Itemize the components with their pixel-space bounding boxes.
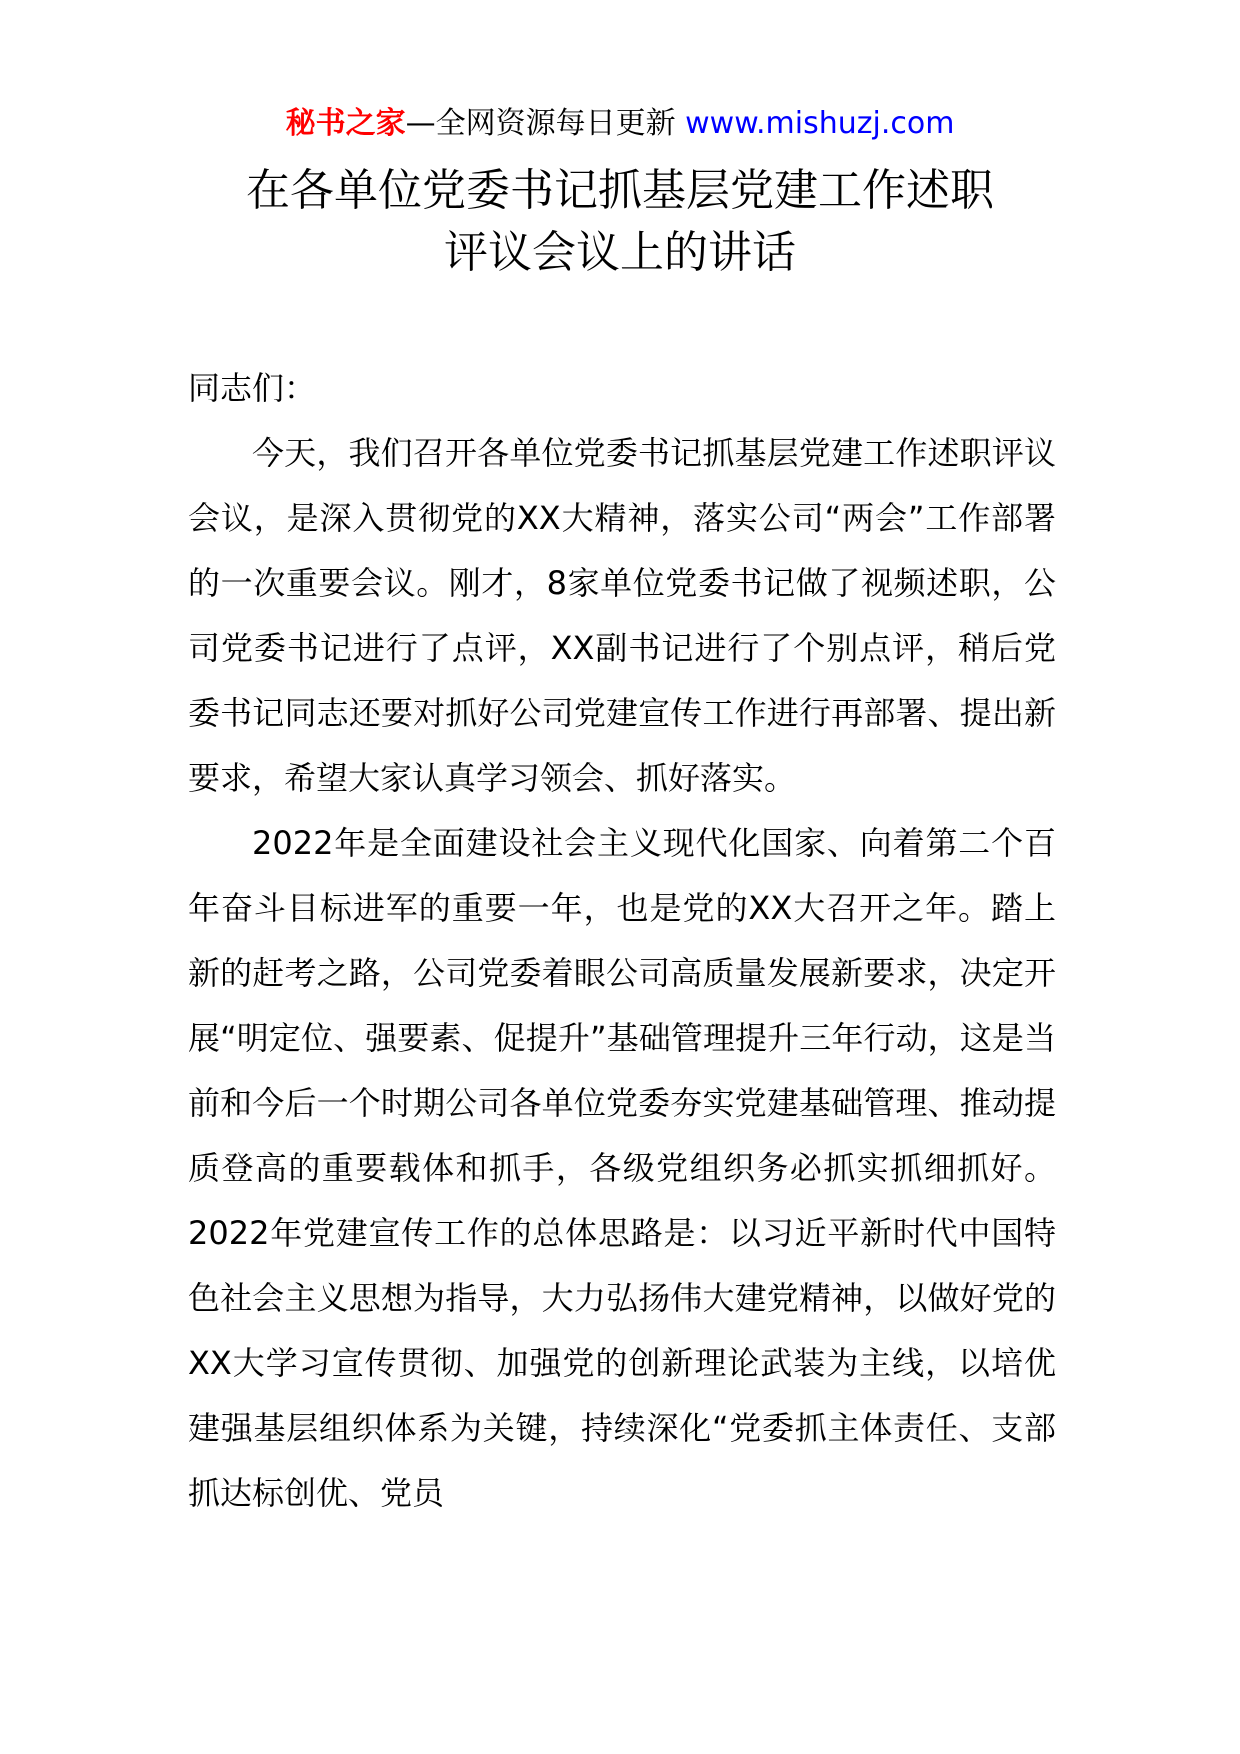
site-tagline: —全网资源每日更新 — [405, 106, 676, 141]
site-header — [0, 104, 1240, 144]
document-title — [0, 160, 1240, 284]
site-url-link[interactable]: www.mishuzj.com — [685, 106, 955, 141]
document-body — [188, 356, 1056, 1526]
paragraph-1: 今天，我们召开各单位党委书记抓基层党建工作述职评议会议，是深入贯彻党的XX大精神，落实公司“两会”工作部署的一次重要会议。刚才，8家单位党委书记做了视频述职，公司党委书记进行了点评，XX副书记进行了个别点评，稍后党委书记同志还要对抓好公司党建宣传工作进行再部署、提出新要求，希望大家认真学习领会、抓好落实。 — [188, 434, 1056, 797]
site-brand: 秘书之家 — [285, 106, 406, 141]
paragraph-2: 2022年是全面建设社会主义现代化国家、向着第二个百年奋斗目标进军的重要一年，也是党的XX大召开之年。踏上新的赶考之路，公司党委着眼公司高质量发展新要求，决定开展“明定位、强要素、促提升”基础管理提升三年行动，这是当前和今后一个时期公司各单位党委夯实党建基础管理、推动提质登高的重要载体和抓手，各级党组织务必抓实抓细抓好。2022年党建宣传工作的总体思路是：以习近平新时代中国特色社会主义思想为指导，大力弘扬伟大建党精神，以做好党的XX大学习宣传贯彻、加强党的创新理论武装为主线，以培优建强基层组织体系为关键，持续深化“党委抓主体责任、支部抓达标创优、党员 — [188, 824, 1056, 1512]
salutation: 同志们： — [188, 369, 317, 407]
document-title-line-2: 评议会议上的讲话 — [444, 227, 796, 278]
document-title-line-1: 在各单位党委书记抓基层党建工作述职 — [246, 165, 994, 216]
